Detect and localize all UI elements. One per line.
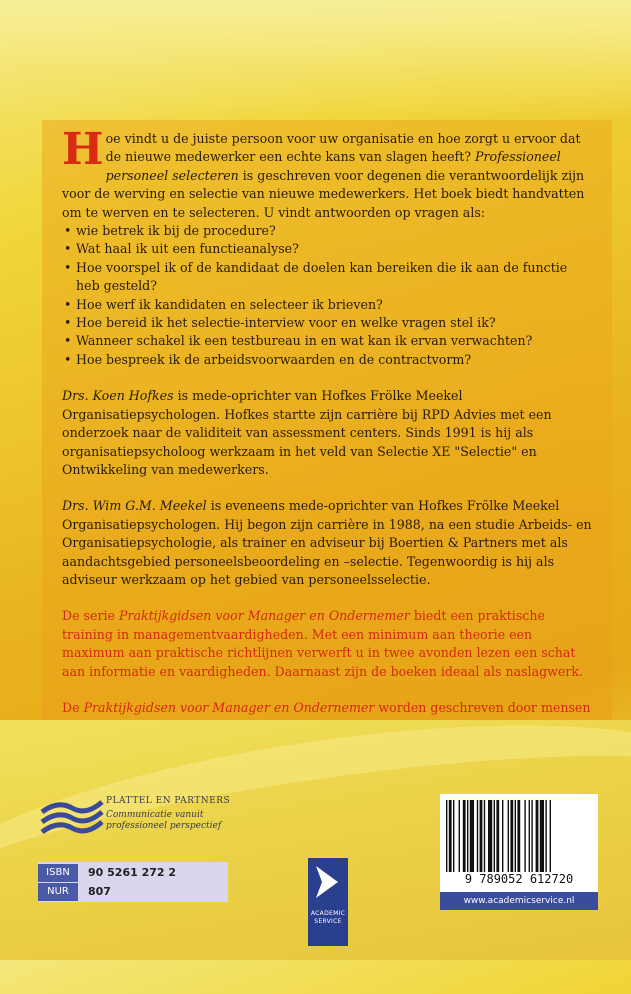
intro-paragraph: Hoe vindt u de juiste persoon voor uw organisatie en hoe zorgt u ervoor dat de nieuwe medewerker een echte kans van slagen heeft? Professioneel personeel selecteren is geschreven voor degenen die verantwoordelijk zijn voor de werving en selectie van nieuwe medewerkers. Het boek biedt handvatten om te werven en te selecteren. U vindt antwoorden op vragen als: <box>62 124 585 220</box>
isbn-nur-box <box>38 862 228 902</box>
cover-top-glow <box>0 0 631 120</box>
chevron-right-icon <box>308 858 348 908</box>
nur-label: NUR <box>38 883 78 901</box>
author2-name: Drs. Wim G.M. Meekel <box>62 498 207 514</box>
publisher-logo <box>40 792 240 844</box>
book-title: Professioneel personeel selecteren <box>105 149 561 183</box>
drop-cap: H <box>62 124 104 175</box>
list-item: • Hoe bespreek ik de arbeidsvoorwaarden en de contractvorm? <box>62 351 592 369</box>
logo-text: ACADEMIC SERVICE <box>310 910 346 925</box>
plattel-waves-icon <box>40 792 104 838</box>
isbn-label: ISBN <box>38 864 78 882</box>
barcode-number: 9 789052 612720 <box>464 872 574 886</box>
website-url: www.academicservice.nl <box>440 892 598 910</box>
publisher-tagline: Communicatie vanuit professioneel perspectief <box>106 810 222 831</box>
series-name: Praktijkgidsen voor Manager en Ondernemer <box>83 699 375 715</box>
list-item: • Hoe werf ik kandidaten en selecteer ik brieven? <box>62 296 592 314</box>
series-paragraph-2: De Praktijkgidsen voor Manager en Ondernemer worden geschreven door mensen <box>62 699 591 715</box>
list-item: • Wat haal ik uit een functieanalyse? <box>62 240 592 258</box>
barcode-bars <box>446 800 592 872</box>
list-item: • Hoe voorspel ik of de kandidaat de doelen kan bereiken die ik aan de functie heb gesteld? <box>62 259 592 296</box>
list-item: • wie betrek ik bij de procedure? <box>62 222 592 240</box>
back-cover-text <box>62 124 592 754</box>
author2-bio: Drs. Wim G.M. Meekel is eveneens mede-oprichter van Hofkes Frölke Meekel Organisatiepsychologen. Hij begon zijn carrière in 1988, na een studie Arbeids- en Organisatiepsychologie, als trainer en adviseur bij Boertien & Partners met als aandachtsgebied personeelsbeoordeling en –selectie. Tegenwoordig is hij als adviseur werkzaam op het gebied van personeelsselectie. <box>62 498 592 587</box>
series-name: Praktijkgidsen voor Manager en Ondernemer <box>118 608 410 624</box>
academic-service-logo <box>308 858 348 946</box>
question-list <box>62 222 592 369</box>
isbn-value: 90 5261 272 2 <box>88 866 177 879</box>
author1-bio: Drs. Koen Hofkes is mede-oprichter van Hofkes Frölke Meekel Organisatiepsychologen. Hofkes startte zijn carrière bij RPD Advies met een onderzoek naar de validiteit van assessment centers. Sinds 1991 is hij als organisatiepsycholoog werkzaam in het veld van Selectie XE "Selectie" en Ontwikkeling van medewerkers. <box>62 388 552 477</box>
series-paragraph-1: De serie Praktijkgidsen voor Manager en Ondernemer biedt een praktische training in managementvaardigheden. Met een minimum aan theorie een maximum aan praktische richtlijnen verwerft u in twee avonden lezen een schat aan informatie en vaardigheden. Daarnaast zijn de boeken ideaal als naslagwerk. <box>62 608 584 679</box>
barcode <box>440 794 598 892</box>
list-item: • Wanneer schakel ik een testbureau in en wat kan ik ervan verwachten? <box>62 332 592 350</box>
nur-value: 807 <box>88 885 111 898</box>
list-item: • Hoe bereid ik het selectie-interview voor en welke vragen stel ik? <box>62 314 592 332</box>
publisher-name: PLATTEL EN PARTNERS <box>106 796 231 806</box>
author1-name: Drs. Koen Hofkes <box>62 388 174 404</box>
